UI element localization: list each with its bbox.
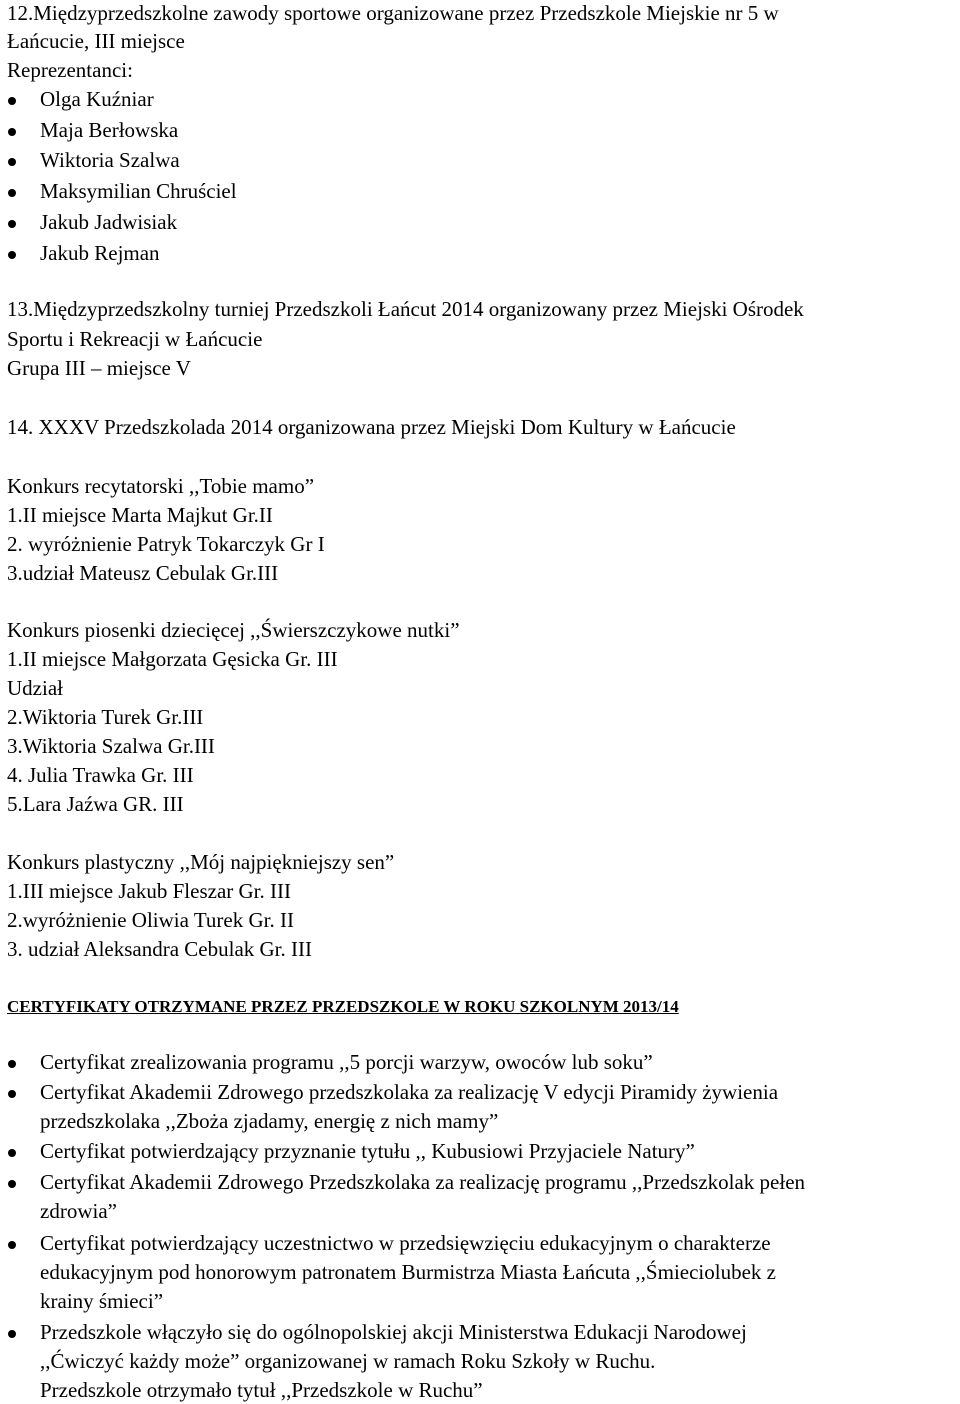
list-item: Jakub Rejman [40, 241, 160, 265]
list-item: Wiktoria Szalwa [40, 148, 180, 172]
section12-line1: 12.Międzyprzedszkolne zawody sportowe organizowane przez Przedszkole Miejskie nr 5 w [7, 1, 779, 25]
list-item: Olga Kuźniar [40, 87, 154, 111]
certificates-heading: CERTYFIKATY OTRZYMANE PRZEZ PRZEDSZKOLE W ROKU SZKOLNYM 2013/14 [7, 997, 679, 1016]
list-item: 5.Lara Jaźwa GR. III [7, 792, 184, 816]
bullet-icon [8, 1241, 16, 1249]
recitation-contest-title: Konkurs recytatorski ,,Tobie mamo” [7, 474, 315, 498]
list-item: edukacyjnym pod honorowym patronatem Burmistrza Miasta Łańcuta ,,Śmieciolubek z [40, 1260, 776, 1284]
list-item: Udział [7, 676, 63, 700]
bullet-icon [8, 1180, 16, 1188]
list-item: Certyfikat zrealizowania programu ,,5 porcji warzyw, owoców lub soku” [40, 1050, 653, 1074]
list-item: 1.II miejsce Małgorzata Gęsicka Gr. III [7, 647, 338, 671]
list-item: 3.Wiktoria Szalwa Gr.III [7, 734, 215, 758]
list-item: 1.III miejsce Jakub Fleszar Gr. III [7, 879, 291, 903]
bullet-icon [8, 128, 16, 136]
list-item: Maja Berłowska [40, 118, 179, 142]
list-item: Certyfikat Akademii Zdrowego przedszkolaka za realizację V edycji Piramidy żywienia [40, 1080, 779, 1104]
song-contest-title: Konkurs piosenki dziecięcej ,,Świerszczykowe nutki” [7, 618, 460, 642]
list-item: 2. wyróżnienie Patryk Tokarczyk Gr I [7, 532, 325, 556]
list-item: 3. udział Aleksandra Cebulak Gr. III [7, 937, 312, 961]
list-item: zdrowia” [40, 1199, 117, 1223]
bullet-icon [8, 97, 16, 105]
list-item: krainy śmieci” [40, 1289, 164, 1313]
section13-line3: Grupa III – miejsce V [7, 356, 191, 380]
list-item: ,,Ćwiczyć każdy może” organizowanej w ramach Roku Szkoły w Ruchu. [40, 1349, 656, 1373]
list-item: 3.udział Mateusz Cebulak Gr.III [7, 561, 279, 585]
section13-line2: Sportu i Rekreacji w Łańcucie [7, 327, 263, 351]
bullet-icon [8, 1090, 16, 1098]
section13-line1: 13.Międzyprzedszkolny turniej Przedszkoli Łańcut 2014 organizowany przez Miejski Ośrodek [7, 297, 804, 321]
bullet-icon [8, 1060, 16, 1068]
list-item: Przedszkole włączyło się do ogólnopolskiej akcji Ministerstwa Edukacji Narodowej [40, 1320, 747, 1344]
art-contest-title: Konkurs plastyczny ,,Mój najpiękniejszy sen” [7, 850, 395, 874]
bullet-icon [8, 158, 16, 166]
list-item: Przedszkole otrzymało tytuł ,,Przedszkole w Ruchu” [40, 1378, 483, 1402]
list-item: Jakub Jadwisiak [40, 210, 178, 234]
bullet-icon [8, 189, 16, 197]
bullet-icon [8, 251, 16, 259]
list-item: 4. Julia Trawka Gr. III [7, 763, 194, 787]
bullet-icon [8, 1330, 16, 1338]
list-item: 2.Wiktoria Turek Gr.III [7, 705, 204, 729]
list-item: 1.II miejsce Marta Majkut Gr.II [7, 503, 273, 527]
list-item: 2.wyróżnienie Oliwia Turek Gr. II [7, 908, 294, 932]
section12-line3: Reprezentanci: [7, 58, 133, 82]
section12-line2: Łańcucie, III miejsce [7, 29, 185, 53]
section14-title: 14. XXXV Przedszkolada 2014 organizowana przez Miejski Dom Kultury w Łańcucie [7, 415, 736, 439]
bullet-icon [8, 220, 16, 228]
list-item: Certyfikat potwierdzający przyznanie tytułu ,, Kubusiowi Przyjaciele Natury” [40, 1139, 695, 1163]
list-item: przedszkolaka ,,Zboża zjadamy, energię z nich mamy” [40, 1109, 499, 1133]
list-item: Maksymilian Chruściel [40, 179, 237, 203]
bullet-icon [8, 1149, 16, 1157]
list-item: Certyfikat potwierdzający uczestnictwo w przedsięwzięciu edukacyjnym o charakterze [40, 1231, 771, 1255]
list-item: Certyfikat Akademii Zdrowego Przedszkolaka za realizację programu ,,Przedszkolak pełen [40, 1170, 806, 1194]
